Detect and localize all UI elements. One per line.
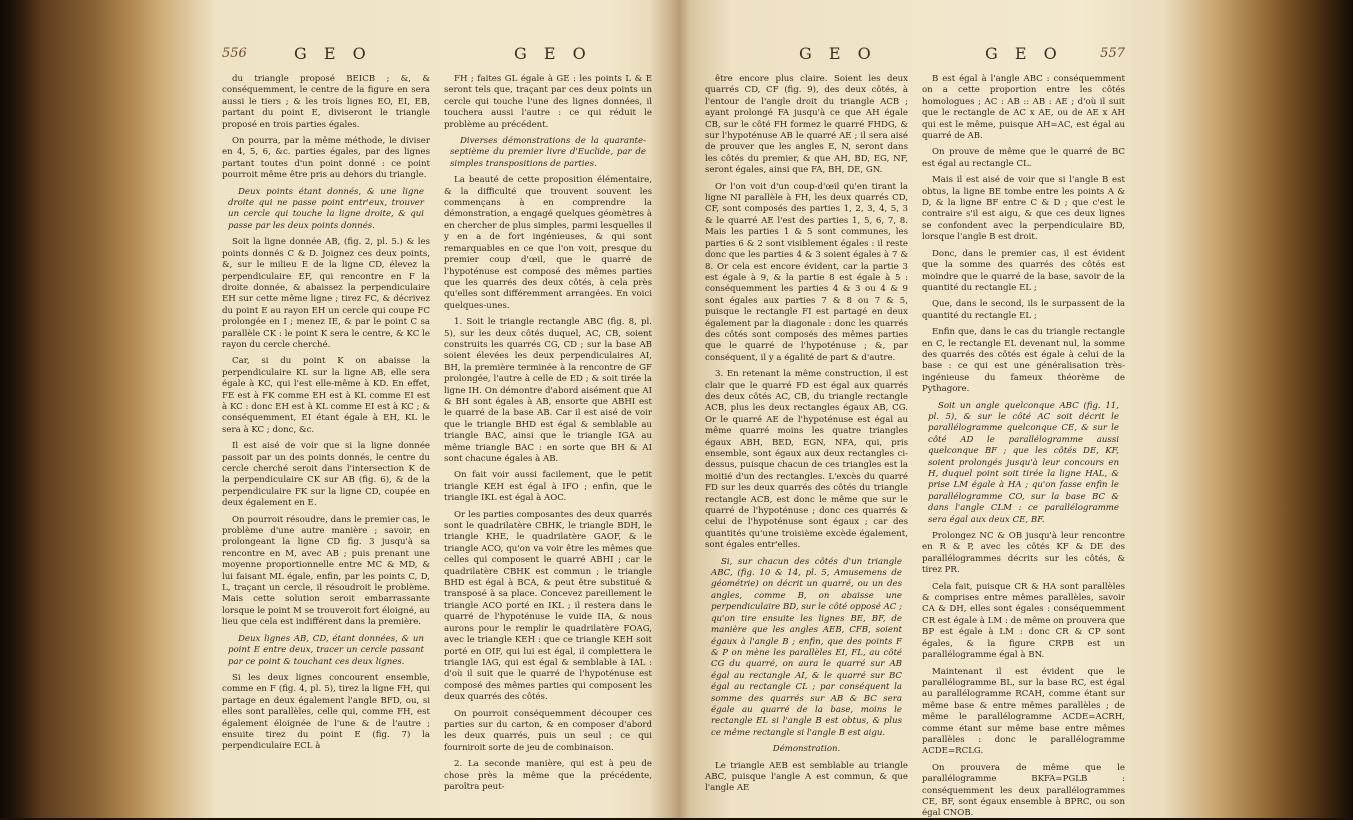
paragraph: Or l'on voit d'un coup-d'œil qu'en tirant la ligne NI parallèle à FH, les deux quarrés CD, CF, sont composés des parties 1, 2, 3, 4, 5, 3 & le quarré AE l'est des parties 1, 5, 6, 7, 8. Mais les parties 1 & 5 sont communes, les parties 6 & 2 sont visiblement égales : il reste donc que les parties 4 & 3 soient égales à 7 & 8. Or cela est encore évident, car la partie 3 est égale à 9, & la partie 8 est égale à 5 : conséquemment les parties 4 & 3 ou 4 & 9 sont égales aux parties 7 & 8 ou 7 & 5, puisque le rectangle FI est partagé en deux également par la diagonale : donc les quarrés des côtés sont composés des mêmes parties que le quarré de l'hypoténuse ; &, par conséquent, il y a égalité de part & d'autre. — [705, 181, 908, 363]
paragraph: Maintenant il est évident que le parallélogramme BL, sur la base RC, est égal au parallélogramme RCAH, comme étant sur même base & entre mêmes parallèles ; de même le parallélogramme ACDE=ACRH, comme étant sur même base entre mêmes parallèles : donc le parallélogramme ACDE=RCLG. — [922, 666, 1125, 757]
paragraph: 3. En retenant la même construction, il est clair que le quarré FD est égal aux quarrés des deux côtés AC, CB, du triangle rectangle ACB, plus les deux rectangles égaux AB, CG. Or le quarré AE de l'hypoténuse est égal au même quarré moins les quatre triangles égaux ABH, BED, EGN, NFA, qui, pris ensemble, sont égaux aux deux rectangles ci-dessus, puisque chacun de ces triangles est la moitié d'un des rectangles. L'excès du quarré FD sur les deux quarrés des côtés du triangle rectangle ACB, est donc le même que sur le quarré de l'hypoténuse ; donc ces quarrés & celui de l'hypoténuse sont égaux ; car des quantités qu'une troisième excède également, sont égales entr'elles. — [705, 369, 908, 551]
paragraph: On prouvera de même que le parallélogramme BKFA=PGLB : conséquemment les deux parallélogrammes CE, BF, sont égaux ensemble à BPRC, ou son égal CNOB. — [922, 762, 1125, 819]
paragraph: Il est aisé de voir que si la ligne donnée passoit par un des points donnés, le centre du cercle cherché seroit dans l'intersection K de la perpendiculaire CK sur AB (fig. 6), & de la perpendiculaire FK sur la ligne CD, coupée en deux également en E. — [222, 441, 430, 509]
left-column-1 — [222, 74, 430, 800]
paragraph: Or les parties composantes des deux quarrés sont le quadrilatère CBHK, le triangle BDH, le triangle KHE, le quadrilatère GAOF, & le triangle ACO, qu'on va voir être les mêmes que celles qui composent le quarré ABHI ; car le quadrilatère CBHK est commun ; le triangle BHD est égal à BCA, & peut être substitué & transposé à sa place. Concevez pareillement le triangle ACO porté en IKL ; il restera dans le quarré de l'hypoténuse le vuide IIA, & nous aurons pour le remplir le quadrilatère FOAG, avec le triangle KEH : que ce triangle KEH soit porté en OIF, qui lui est égal, il complettera le triangle IAG, qui est égal & semblable à IAL : d'où il suit que le quarré de l'hypoténuse est composé des mêmes parties qui composent les deux quarrés des côtés. — [444, 509, 652, 703]
left-page — [222, 40, 652, 800]
paragraph: Cela fait, puisque CR & HA sont parallèles & comprises entre mêmes parallèles, savoir CA & DH, elles sont égales : conséquemment CR est égale à LM : de même on prouvera que BP est égale à LM : donc CR & CP sont égales, & la figure CRPB est un parallélogramme égal à BN. — [922, 581, 1125, 661]
left-head-title-2: G E O — [514, 44, 592, 63]
paragraph: Donc, dans le premier cas, il est évident que la somme des quarrés des côtés est moindre que le quarré de la base, savoir de la quantité du rectangle EL ; — [922, 248, 1125, 293]
paragraph: On pourroit conséquemment découper ces parties sur du carton, & en composer d'abord les deux quarrés, puis un seul ; ce qui fourniroit sorte de jeu de combinaison. — [444, 708, 652, 753]
right-page — [705, 40, 1125, 819]
paragraph: 1. Soit le triangle rectangle ABC (fig. 8, pl. 5), sur les deux côtés duquel, AC, CB, soient construits les quarrés CG, CD ; sur la base AB soient élevées les deux perpendiculaires AI, BH, la première terminée à la rencontre de GF prolongée, l'autre à celle de ED ; & soit tirée la ligne IH. On démontre d'abord aisément que AI & BH sont égales à AB, ensorte que ABHI est le quarré de la base AB. Car il est aisé de voir que le triangle BHD est égal & semblable au triangle BAC, ainsi que le triangle IGA au même triangle BAC : en sorte que BH & AI sont chacune égales à AB. — [444, 317, 652, 464]
right-page-number: 557 — [1100, 46, 1125, 61]
paragraph: Soit la ligne donnée AB, (fig. 2, pl. 5.) & les points donnés C & D. Joignez ces deux points, &, sur le milieu E de la ligne CD, élevez la perpendiculaire EF, qui rencontre en F la droite donnée, & abaissez la perpendiculaire EH sur cette même ligne ; tirez FC, & décrivez du point E au rayon EH un cercle qui coupe FC prolongée en I ; menez IE, & par le point C sa parallèle CK : le point K sera le centre, & KC le rayon du cercle cherché. — [222, 237, 430, 350]
left-head-title-1: G E O — [294, 44, 372, 63]
paragraph: Le triangle AEB est semblable au triangle ABC, puisque l'angle A est commun, & que l'angle AE — [705, 760, 908, 794]
left-running-head — [222, 40, 652, 74]
paragraph: Prolongez NC & OB jusqu'à leur rencontre en R & P, avec les côtés KF & DE des parallélogrammes décrits sur les côtés, & tirez PR. — [922, 531, 1125, 576]
paragraph: La beauté de cette proposition élémentaire, & la difficulté que trouvent souvent les commençans à en comprendre la démonstration, a engagé quelques géomètres à en chercher de plus simples, parmi lesquelles il y en a de fort ingénieuses, & qui sont remarquables en ce que l'on voit, presque du premier coup d'œil, que le quarré de l'hypoténuse est composé des mêmes parties que les quarrés des deux côtés, à cela près qu'elles sont différemment arrangées. En voici quelques-unes. — [444, 175, 652, 311]
paragraph: Mais il est aisé de voir que si l'angle B est obtus, la ligne BE tombe entre les points A & D, & la ligne BF entre C & D ; que c'est le contraire s'il est aigu, & que ces deux lignes se confondent avec la perpendiculaire BD, lorsque l'angle B est droit. — [922, 175, 1125, 243]
paragraph: FH ; faites GL égale à GE : les points L & E seront tels que, traçant par ces deux points un cercle qui touche l'une des lignes données, il touchera aussi l'autre : ce qui réduit le problème au précédent. — [444, 74, 652, 130]
paragraph: 2. La seconde manière, qui est à peu de chose près la même que la précédente, paroîtra peut- — [444, 759, 652, 792]
right-running-head — [705, 40, 1125, 74]
paragraph: On pourroit résoudre, dans le premier cas, le problème d'une autre manière ; savoir, en prolongeant la ligne CD fig. 3 jusqu'à sa rencontre en M, avec AB ; puis prenant une moyenne proportionnelle entre MC & MD, & lui faisant ML égale, enfin, par les points C, D, L, traçant un cercle, il résoudroit le problème. Mais cette solution seroit embarrassante lorsque le point M se trouveroit fort éloigné, au lieu que cela est indifférent dans la première. — [222, 514, 430, 628]
paragraph: Enfin que, dans le cas du triangle rectangle en C, le rectangle EL devenant nul, la somme des quarrés des côtés est égale à celui de la base : ce qui est une généralisation très-ingénieuse du fameux théorème de Pythagore. — [922, 327, 1125, 395]
paragraph: Si les deux lignes concourent ensemble, comme en F (fig. 4, pl. 5), tirez la ligne FH, qui partage en deux également l'angle BFD, ou, si elles sont parallèles, celle qui, comme FH, est également éloignée de l'une & de l'autre ; ensuite tirez du point E (fig. 7) la perpendiculaire ECL à — [222, 672, 430, 752]
left-column-2 — [444, 74, 652, 800]
left-page-number: 556 — [222, 46, 247, 61]
right-head-title-1: G E O — [799, 44, 877, 63]
paragraph: On prouve de même que le quarré de BC est égal au rectangle CL. — [922, 147, 1125, 169]
paragraph: être encore plus claire. Soient les deux quarrés CD, CF (fig. 9), des deux côtés, à l'entour de l'angle droit du triangle ACB ; ayant prolongé FA jusqu'à ce que AH égale CB, sur le côté FH formez le quarré FHDG, & sur l'hypoténuse AB le quarré AE ; il sera aisé de prouver que les angles E, N, seront dans les côtés du premier, & que AH, BD, EG, NF, seront égales, ainsi que FA, BH, DE, GN. — [705, 74, 908, 176]
paragraph: du triangle proposé BEICB ; &, & conséquemment, le centre de la figure en sera aussi le tiers ; & les trois lignes EO, EI, EB, partant du point E, diviseront le triangle proposé en trois parties égales. — [222, 74, 430, 130]
right-column-1 — [705, 74, 908, 800]
paragraph: On pourra, par la même méthode, le diviser en 4, 5, 6, &c. parties égales, par des lignes partant toutes d'un point donné : ce point pourroit même être pris au dehors du triangle. — [222, 136, 430, 181]
italic-statement: Si, sur chacun des côtés d'un triangle ABC, (fig. 10 & 14, pl. 5, Amusemens de géométrie) on décrit un quarré, ou un des angles, comme B, on abaisse une perpendiculaire BD, sur le côté opposé AC ; qu'on tire ensuite les lignes BE, BF, de manière que les angles AEB, CFB, soient égaux à l'angle B ; enfin, que des points F & P on mène les parallèles EI, FL, au côté CG du quarré, on aura le quarré sur AB égal au rectangle AI, & le quarré sur BC égal au rectangle CL ; par conséquent la somme des quarrés sur AB & BC sera égale au quarré de la base, moins le rectangle EL si l'angle B est obtus, & plus ce même rectangle si l'angle B est aigu. — [711, 556, 902, 738]
italic-statement: Soit un angle quelconque ABC (fig. 11, pl. 5), & sur le côté AC soit décrit le parallélogramme quelconque CE, & sur le côté AD le parallélogramme aussi quelconque BF ; que les côtés DE, KF, soient prolongés jusqu'à leur concours en H, duquel point soit tirée la ligne HAL, & prise LM égale à HA ; qu'on fasse enfin le parallélogramme CO, sur la base BC & dans l'angle CLM : ce parallélogramme sera égal aux deux CE, BF. — [928, 400, 1119, 525]
section-heading: Démonstration. — [772, 744, 841, 755]
right-column-2 — [922, 74, 1125, 819]
paragraph: Car, si du point K on abaisse la perpendiculaire KL sur la ligne AB, elle sera égale à KC, qui l'est elle-même à KD. En effet, FE est à FK comme EH est à KL comme EI est à KC : donc EH est à KL comme EI est à KC ; & conséquemment, EI étant égale à EH, KL le sera à KC ; donc, &c. — [222, 356, 430, 435]
right-head-title-2: G E O — [985, 44, 1063, 63]
italic-statement: Deux lignes AB, CD, étant données, & un point E entre deux, tracer un cercle passant par ce point & touchant ces deux lignes. — [228, 633, 424, 667]
italic-statement: Deux points étant donnés, & une ligne droite qui ne passe point entr'eux, trouver un cercle qui touche la ligne droite, & qui passe par les deux points donnés. — [228, 186, 424, 231]
italic-statement: Diverses démonstrations de la quarante-septième du premier livre d'Euclide, par de simples transpositions de parties. — [450, 136, 646, 169]
paragraph: Que, dans le second, ils le surpassent de la quantité du rectangle EL ; — [922, 299, 1125, 321]
paragraph: On fait voir aussi facilement, que le petit triangle KEH est égal à IFO ; enfin, que le triangle IKL est égal à AOC. — [444, 470, 652, 504]
paragraph: B est égal à l'angle ABC : conséquemment on a cette proportion entre les côtés homologues ; AC : AB :: AB : AE ; d'où il suit que le rectangle de AC x AE, ou de AE x AH qui est le même, puisque AH=AC, est égal au quarré de AB. — [922, 74, 1125, 142]
